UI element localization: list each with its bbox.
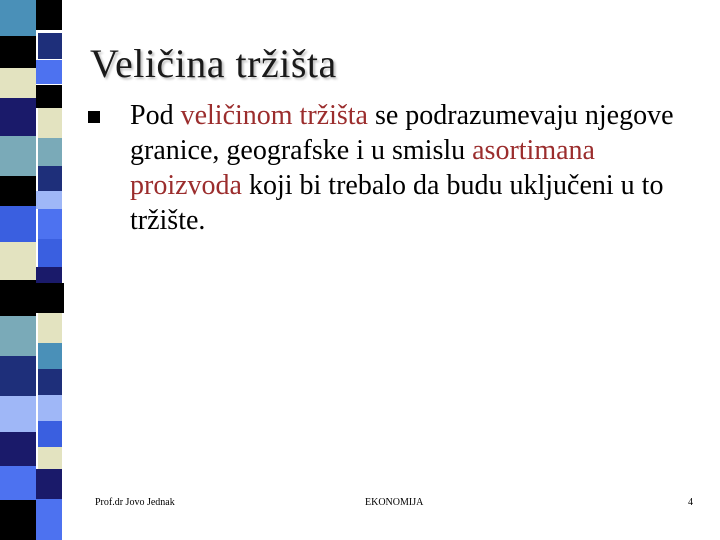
bullet-text-part: se podrazumevaju njegove granice, geografske i u smislu bbox=[130, 100, 674, 166]
footer-page-number: 4 bbox=[688, 497, 693, 508]
footer-course: EKONOMIJA bbox=[365, 497, 424, 508]
bullet-square-icon bbox=[88, 111, 100, 123]
bullet-highlight: asortimana proizvoda bbox=[130, 135, 595, 201]
bullet-text-part: koji bi trebalo da budu uključeni u to tržište. bbox=[130, 170, 664, 236]
bullet-text-part: Pod bbox=[130, 100, 181, 131]
bullet-text bbox=[130, 98, 690, 238]
footer-author: Prof.dr Jovo Jednak bbox=[95, 497, 175, 508]
decorative-square-strip bbox=[0, 0, 90, 540]
bullet-highlight: veličinom tržišta bbox=[180, 100, 368, 131]
slide-title: Veličina tržišta bbox=[90, 41, 337, 86]
